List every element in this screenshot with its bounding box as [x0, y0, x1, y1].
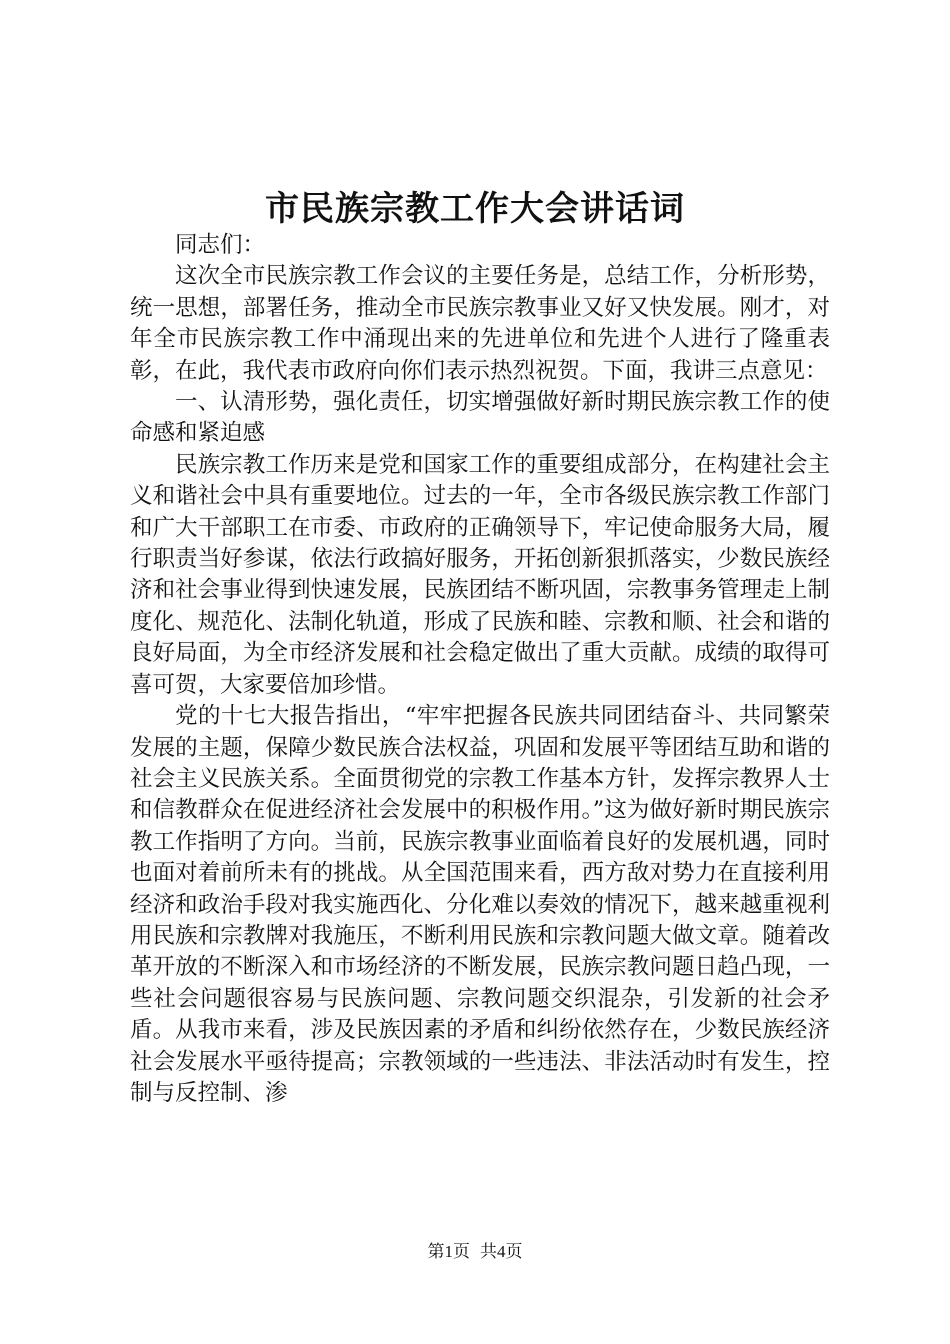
paragraph-intro: 这次全市民族宗教工作会议的主要任务是，总结工作，分析形势，统一思想，部署任务，推动全市民族宗教事业又好又快发展。刚才，对年全市民族宗教工作中涌现出来的先进单位和先进个人进行了隆重表彰，在此，我代表市政府向你们表示热烈祝贺。下面，我讲三点意见：: [130, 263, 830, 384]
document-body: [130, 230, 830, 1109]
page-footer: [0, 1240, 950, 1264]
page-total: 共4页: [480, 1242, 523, 1261]
document-title: 市民族宗教工作大会讲话词: [265, 189, 685, 229]
page-number: 第1页: [427, 1242, 470, 1261]
section-heading-1: 一、认清形势，强化责任，切实增强做好新时期民族宗教工作的使命感和紧迫感: [130, 389, 830, 447]
paragraph-achievements: 民族宗教工作历来是党和国家工作的重要组成部分，在构建社会主义和谐社会中具有重要地位。过去的一年，全市各级民族宗教工作部门和广大干部职工在市委、市政府的正确领导下，牢记使命服务大局，履行职责当好参谋，依法行政搞好服务，开拓创新狠抓落实，少数民族经济和社会事业得到快速发展，民族团结不断巩固，宗教事务管理走上制度化、规范化、法制化轨道，形成了民族和睦、宗教和顺、社会和谐的良好局面，为全市经济发展和社会稳定做出了重大贡献。成绩的取得可喜可贺，大家要倍加珍惜。: [130, 451, 830, 698]
paragraph-situation: 党的十七大报告指出，“牢牢把握各民族共同团结奋斗、共同繁荣发展的主题，保障少数民族合法权益，巩固和发展平等团结互助和谐的社会主义民族关系。全面贯彻党的宗教工作基本方针，发挥宗教界人士和信教群众在促进经济社会发展中的积极作用。”这为做好新时期民族宗教工作指明了方向。当前，民族宗教事业面临着良好的发展机遇，同时也面对着前所未有的挑战。从全国范围来看，西方敌对势力在直接利用经济和政治手段对我实施西化、分化难以奏效的情况下，越来越重视利用民族和宗教牌对我施压，不断利用民族和宗教问题大做文章。随着改革开放的不断深入和市场经济的不断发展，民族宗教问题日趋凸现，一些社会问题很容易与民族问题、宗教问题交织混杂，引发新的社会矛盾。从我市来看，涉及民族因素的矛盾和纠纷依然存在，少数民族经济社会发展水平亟待提高；宗教领域的一些违法、非法活动时有发生，控制与反控制、渗: [130, 703, 830, 1106]
salutation: 同志们：: [175, 232, 266, 258]
